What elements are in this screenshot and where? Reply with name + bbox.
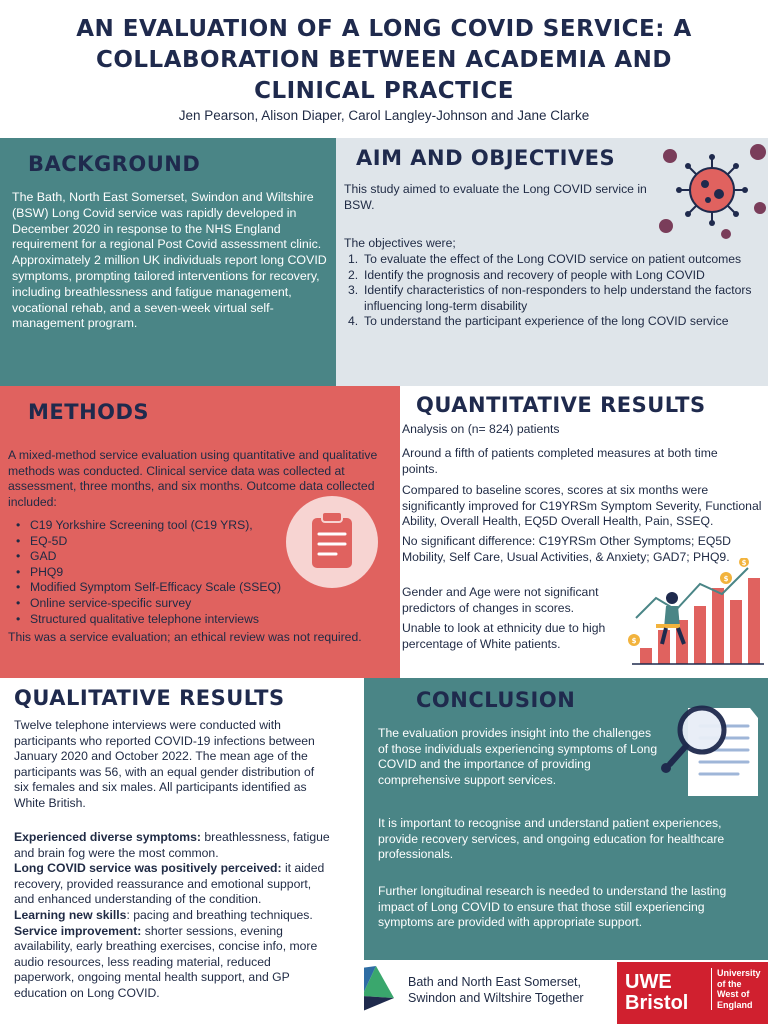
title-line-3: CLINICAL PRACTICE (254, 78, 514, 104)
uwe-logo-subtitle: University of the West of England (711, 968, 761, 1010)
authors: Jen Pearson, Alison Diaper, Carol Langley-Johnson and Jane Clarke (178, 108, 590, 123)
conclusion-p1: The evaluation provides insight into the challenges of those individuals experiencing symptoms of Long COVID and the importance of providing comprehensive support services. (378, 726, 658, 787)
measure-item: • EQ-5D (8, 534, 308, 550)
objectives-list (344, 252, 764, 330)
measures-list (8, 518, 308, 627)
finding-item: Long COVID service was positively perceived: it aided recovery, provided reassurance and emotional support, and enhanced understanding of the condition. (14, 861, 325, 907)
conclusion-p3: Further longitudinal research is needed to understand the lasting impact of Long COVID to ensure that those still experiencing symptoms are provided with appropriate support. (378, 884, 727, 930)
methods-heading: METHODS (28, 400, 150, 424)
growth-chart-illustration (626, 558, 766, 674)
objective-item: 3. Identify characteristics of non-responders to help understand the factors influencing long-term disability (348, 283, 752, 313)
measure-item: • Structured qualitative telephone interviews (8, 612, 308, 628)
qualitative-section (0, 678, 364, 1024)
measure-item: • PHQ9 (8, 565, 308, 581)
virus-icon (656, 142, 768, 242)
qualitative-intro: Twelve telephone interviews were conducted with participants who reported COVID-19 infections between January 2020 and October 2022. The mean age of the participants was 56, with an equal gender distribution of six females and six males. All participants identified as White British. (14, 718, 315, 810)
finding-item: Learning new skills: pacing and breathing techniques. (14, 907, 313, 922)
uwe-logo-wordmark: UWE Bristol (625, 971, 689, 1014)
background-section (0, 138, 336, 386)
objectives-intro: The objectives were; (344, 236, 456, 250)
quant-p4: Gender and Age were not significant predictors of changes in scores. (402, 585, 599, 615)
methods-section (0, 386, 400, 678)
measure-item: • C19 Yorkshire Screening tool (C19 YRS), (8, 518, 308, 534)
clipboard-icon (284, 494, 380, 590)
uwe-bristol-logo (617, 962, 768, 1024)
logo-bar (364, 960, 768, 1024)
aims-intro: This study aimed to evaluate the Long COVID service in BSW. (344, 182, 647, 212)
measure-item: • Modified Symptom Self-Efficacy Scale (SSEQ) (8, 580, 308, 596)
finding-item: Experienced diverse symptoms: breathlessness, fatigue and brain fog were the most common. (14, 830, 330, 860)
title-line-2: COLLABORATION BETWEEN ACADEMIA AND (95, 47, 673, 73)
measure-item: • GAD (8, 549, 308, 565)
qualitative-heading: QUALITATIVE RESULTS (14, 686, 285, 710)
conclusion-heading: CONCLUSION (416, 688, 576, 712)
background-heading: BACKGROUND (28, 152, 201, 176)
quant-p3: No significant difference: C19YRSm Other Symptoms; EQ5D Mobility, Self Care, Usual Activities, & Anxiety; GAD7; PHQ9. (402, 534, 731, 564)
qualitative-findings (14, 830, 334, 1002)
objective-item: 4. To understand the participant experience of the long COVID service (348, 314, 729, 329)
methods-intro: A mixed-method service evaluation using quantitative and qualitative methods was conducted. Clinical service data was collected at assessment, three months, and six months. Outcome data collected included: (8, 448, 378, 509)
conclusion-section (364, 678, 768, 960)
coin-label: $ (631, 637, 637, 645)
background-text: The Bath, North East Somerset, Swindon and Wiltshire (BSW) Long Covid service was rapidly developed in December 2020 in response to the NHS England requirement for a regional Post Covid assessment clinic. Approximately 2 million UK individuals report long COVID symptoms, prompting tailored interventions for recovery, including breathlessness and fatigue management, vocational rehab, and a seven-week virtual self-management program. (12, 190, 327, 331)
measure-item: • Online service-specific survey (8, 596, 308, 612)
finding-item: Service improvement: shorter sessions, evening availability, early breathing exercises, concise info, more audio resources, less reading material, reduced paperwork, ongoing mental health support, and GP education on Long COVID. (14, 923, 318, 1000)
quantitative-heading: QUANTITATIVE RESULTS (416, 393, 706, 417)
poster-title (20, 14, 748, 107)
bsw-logo-text: Bath and North East Somerset, Swindon and Wiltshire Together (408, 975, 584, 1005)
bsw-logo-icon (364, 962, 404, 1022)
aims-heading: AIM AND OBJECTIVES (356, 146, 616, 170)
title-line-1: AN EVALUATION OF A LONG COVID SERVICE: A (76, 16, 692, 42)
quant-p2: Compared to baseline scores, scores at six months were significantly improved for C19YRSm Symptom Severity, Functional Ability, Overall Health, EQ5D Overall Health, Pain, SSEQ. (402, 483, 762, 529)
magnifier-document-illustration (654, 700, 764, 804)
analysis-count: Analysis on (n= 824) patients (402, 422, 560, 436)
objective-item: 1. To evaluate the effect of the Long COVID service on patient outcomes (348, 252, 742, 266)
quant-p5: Unable to look at ethnicity due to high percentage of White patients. (402, 621, 606, 651)
quantitative-section (400, 386, 768, 678)
conclusion-p2: It is important to recognise and understand patient experiences, provide recovery services, and ongoing education for healthcare professionals. (378, 816, 725, 862)
objective-item: 2. Identify the prognosis and recovery of people with Long COVID (348, 267, 705, 282)
ethics-note: This was a service evaluation; an ethical review was not required. (8, 630, 362, 644)
aims-section (336, 138, 768, 386)
coin-label: $ (741, 559, 747, 567)
poster-header (0, 0, 768, 138)
coin-label: $ (723, 575, 729, 583)
quant-p1: Around a fifth of patients completed measures at both time points. (402, 446, 718, 476)
